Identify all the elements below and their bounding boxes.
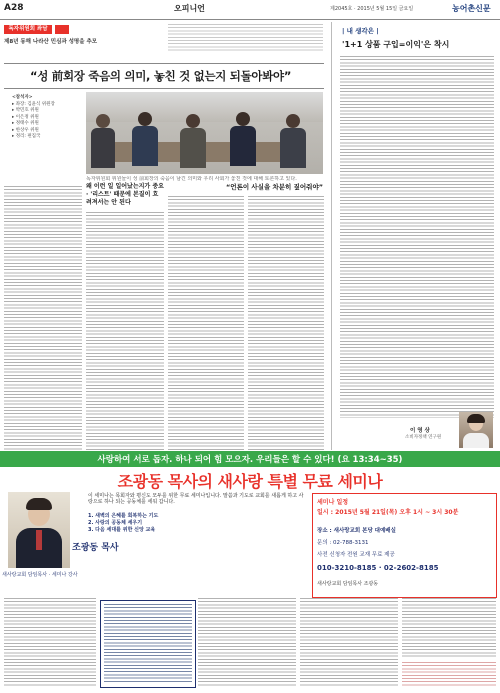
column-label: | 내 생각은 | (342, 27, 379, 35)
schedule-box (312, 493, 497, 598)
ad-body-col-2 (198, 598, 296, 686)
ad-body-col-1 (4, 598, 96, 686)
page-number: A28 (4, 3, 24, 13)
ad-bullet: 2. 사랑의 공동체 세우기 (88, 520, 143, 526)
signature: 새사랑교회 담임목사 조광동 (317, 581, 379, 587)
ad-body-col-4 (402, 598, 496, 658)
ad-footer-notice (402, 662, 496, 686)
section-title: 오피니언 (174, 4, 205, 13)
column-body (340, 56, 494, 418)
column-divider (331, 22, 332, 450)
ad-intro: 이 세미나는 목회자와 평신도 모두를 위한 무료 세미나입니다. 말씀과 기도로 교회를 새롭게 하고 사랑으로 하나 되는 공동체를 세워 갑니다. (88, 493, 304, 505)
ad-bullet: 1. 새벽의 은혜를 회복하는 기도 (88, 513, 159, 519)
column-title: '1+1 상품 구입=이익'은 착시 (342, 40, 450, 49)
article-body-col-2 (86, 212, 164, 450)
pastor-photo (8, 492, 70, 568)
seminar-date: 일시 : 2015년 5월 21일(목) 오후 1시 ~ 3시 30분 (317, 509, 459, 516)
phone-numbers: 010-3210-8185 · 02-2602-8185 (317, 564, 439, 572)
writer-title: 소비자정책 연구원 (405, 435, 442, 440)
article-body-col-3 (168, 196, 244, 450)
headline: “성 前회장 죽음의 의미, 놓친 것 없는지 되돌아봐야” (30, 69, 292, 83)
participant: ▸ 정리: 편집국 (12, 134, 41, 139)
ad-body-col-3 (300, 598, 398, 686)
tag-marker (55, 25, 69, 34)
ad-banner: 사랑하여 서로 돕자. 하나 되어 힘 모으자. 우리들은 할 수 있다! (요 13:34~35) (0, 453, 500, 467)
article-subtitle: 제8년 동해 나라산 민심과 성명을 추모 (4, 39, 98, 45)
ad-bullets (88, 513, 308, 534)
article-body-col-4 (248, 196, 324, 450)
writer-name: 이 영 상 (410, 428, 430, 434)
pastor-caption: 새사랑교회 담임목사 · 세미나 강사 (2, 572, 78, 578)
rule (4, 88, 324, 89)
participant: ▸ 박민호 위원 (12, 108, 39, 113)
group-photo (86, 92, 323, 174)
schedule-label: 세미나 일정 (317, 499, 349, 506)
participants-label: <참석자> (12, 95, 33, 100)
participant: ▸ 한상우 위원 (12, 127, 39, 133)
issue-date: 제2045호 · 2015년 5월 15일 금요일 (330, 6, 414, 12)
participant: ▸ 좌장: 김윤식 위원장 (12, 101, 55, 107)
photo-caption: 독자위원회 위원들이 성 前회장의 죽음이 남긴 의미와 우리 사회가 놓친 것에 대해 토론하고 있다. (86, 176, 297, 182)
participants-box (12, 95, 62, 141)
article-body-col-1 (4, 186, 82, 450)
participant: ▸ 정태수 위원 (12, 121, 39, 126)
pastor-name: 조광동 목사 (72, 543, 119, 553)
pull-quote: “언론이 사실을 차분히 짚어줘야” (226, 183, 323, 191)
seminar-contact: 문의 : 02-788-3131 (317, 540, 369, 546)
rule (4, 63, 324, 64)
intro-text (168, 24, 323, 52)
ad-title: 조광동 목사의 새사랑 특별 무료 세미나 (117, 472, 383, 491)
page-header (0, 0, 500, 20)
ad-bullet: 3. 다음 세대를 위한 신앙 교육 (88, 527, 156, 533)
writer-photo (459, 412, 493, 448)
registration-note: 사전 신청자 전원 교재 무료 제공 (317, 552, 395, 558)
section-tag: 독자위원회 좌담 (4, 25, 52, 34)
publication-name: 농어촌신문 (452, 4, 491, 13)
pull-quote: 왜 이런 일 일어났는지가 중요 · '리스트' 때문에 본질이 흐려져서는 안 된다 (86, 183, 164, 206)
participant: ▸ 이은정 위원 (12, 114, 39, 120)
seminar-venue: 장소 : 새사랑교회 본당 대예배실 (317, 528, 396, 534)
ad-inset-box (100, 600, 196, 688)
